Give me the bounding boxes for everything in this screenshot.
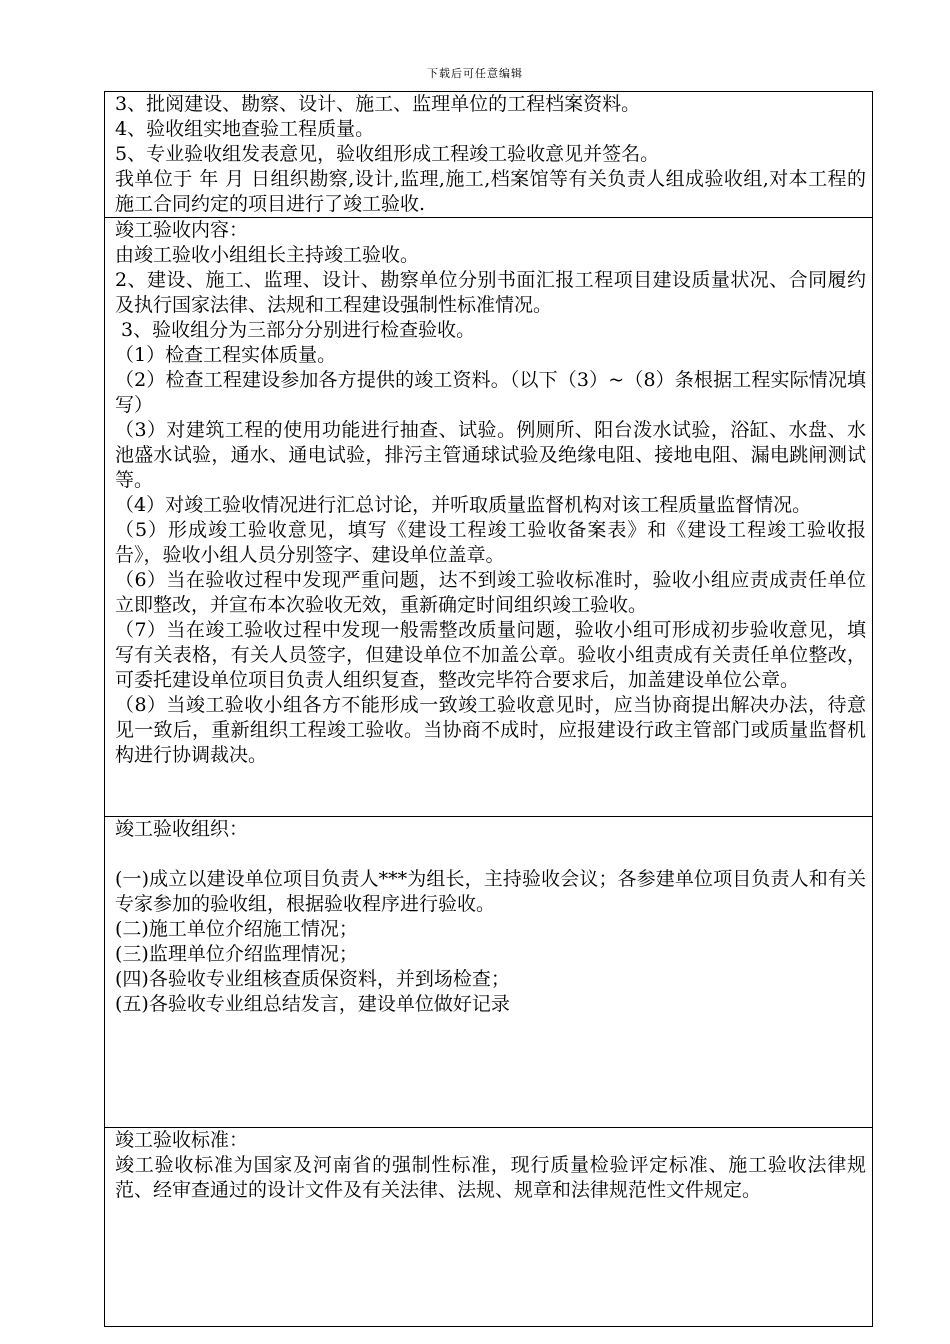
blank-line xyxy=(115,842,866,867)
organization-line: (三)监理单位介绍监理情况； xyxy=(115,943,358,965)
organization-title: 竣工验收组织： xyxy=(115,818,249,840)
standard-line: 竣工验收标准为国家及河南省的强制性标准，现行质量检验评定标准、施工验收法律规范、经审查通过的设计文件及有关法律、法规、规章和法律规范性文件规定。 xyxy=(115,1154,866,1201)
page-header: 下载后可任意编辑 xyxy=(427,67,523,80)
organization-row xyxy=(105,817,873,1128)
content-line: （7）当在竣工验收过程中发现一般需整改质量问题，验收小组可形成初步验收意见，填写有关表格，有关人员签字，但建设单位不加盖公章。验收小组责成有关责任单位整改，可委托建设单位项目负责人组织复查，整改完毕符合要求后，加盖建设单位公章。 xyxy=(115,619,866,691)
organization-line: (四)各验收专业组核查质保资料，并到场检查； xyxy=(115,968,510,990)
content-line: 由竣工验收小组组长主持竣工验收。 xyxy=(115,244,420,266)
procedure-cell xyxy=(105,92,873,218)
procedure-line: 我单位于 年 月 日组织勘察,设计,监理,施工,档案馆等有关负责人组成验收组,对本工程的施工合同约定的项目进行了竣工验收. xyxy=(115,168,866,215)
content-line: （8）当竣工验收小组各方不能形成一致竣工验收意见时，应当协商提出解决办法，待意见一致后，重新组织工程竣工验收。当协商不成时，应报建设行政主管部门或质量监督机构进行协调裁决。 xyxy=(115,694,866,766)
content-title: 竣工验收内容： xyxy=(115,219,249,241)
procedure-line: 5、专业验收组发表意见，验收组形成工程竣工验收意见并签名。 xyxy=(115,143,660,165)
standard-row xyxy=(105,1128,873,1327)
organization-line: (二)施工单位介绍施工情况； xyxy=(115,918,358,940)
standard-title: 竣工验收标准： xyxy=(115,1129,249,1151)
content-line: 2、建设、施工、监理、设计、勘察单位分别书面汇报工程项目建设质量状况、合同履约及执行国家法律、法规和工程建设强制性标准情况。 xyxy=(115,269,866,316)
content-line: （6）当在验收过程中发现严重问题，达不到竣工验收标准时，验收小组应责成责任单位立即整改，并宣布本次验收无效，重新确定时间组织竣工验收。 xyxy=(115,569,866,616)
organization-line: (一)成立以建设单位项目负责人***为组长，主持验收会议；各参建单位项目负责人和有关专家参加的验收组，根据验收程序进行验收。 xyxy=(115,868,866,915)
procedure-line: 4、验收组实地查验工程质量。 xyxy=(115,118,375,140)
content-line: （5）形成竣工验收意见，填写《建设工程竣工验收备案表》和《建设工程竣工验收报告》，验收小组人员分别签字、建设单位盖章。 xyxy=(115,519,866,566)
acceptance-table xyxy=(104,91,873,1327)
content-line: （1）检查工程实体质量。 xyxy=(115,344,337,366)
organization-line: (五)各验收专业组总结发言，建设单位做好记录 xyxy=(115,993,510,1015)
content-line: 3、验收组分为三部分分别进行检查验收。 xyxy=(115,319,476,341)
content-line: （2）检查工程建设参加各方提供的竣工资料。（以下（3）~（8）条根据工程实际情况填写） xyxy=(115,369,866,416)
content-cell xyxy=(105,218,873,817)
organization-cell xyxy=(105,817,873,1128)
content-line: （4）对竣工验收情况进行汇总讨论，并听取质量监督机构对该工程质量监督情况。 xyxy=(115,494,812,516)
procedure-line: 3、批阅建设、勘察、设计、施工、监理单位的工程档案资料。 xyxy=(115,93,641,115)
procedure-row xyxy=(105,92,873,218)
standard-cell xyxy=(105,1128,873,1327)
content-row xyxy=(105,218,873,817)
content-line: （3）对建筑工程的使用功能进行抽查、试验。例厕所、阳台泼水试验，浴缸、水盘、水池盛水试验，通水、通电试验，排污主管通球试验及绝缘电阻、接地电阻、漏电跳闸测试等。 xyxy=(115,419,866,491)
